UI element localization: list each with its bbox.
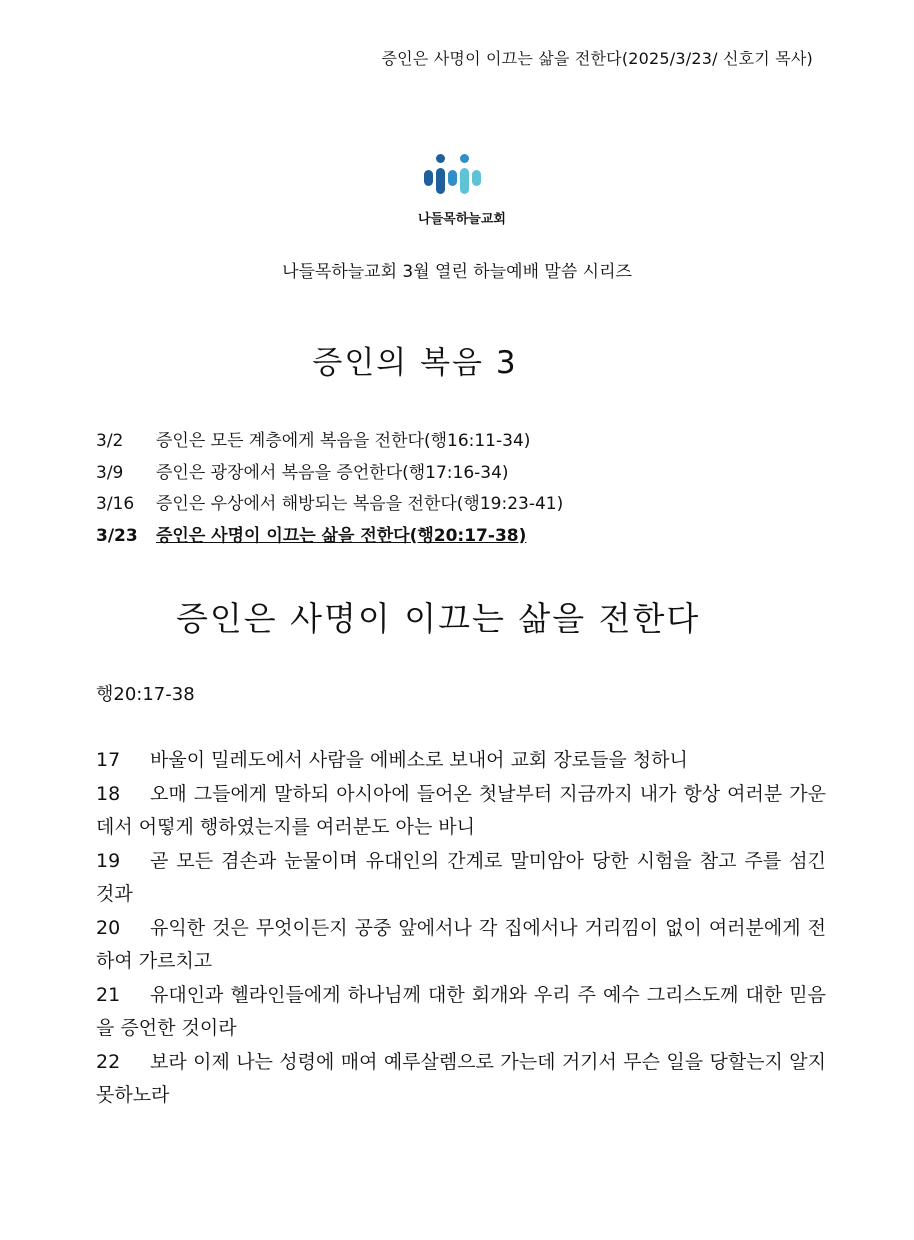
schedule-date: 3/16 (96, 494, 135, 514)
sermon-title: 증인은 사명이 이끄는 삶을 전한다 (176, 599, 701, 638)
verse (96, 744, 826, 778)
schedule-title: 증인은 광장에서 복음을 증언한다(행17:16-34) (156, 462, 509, 483)
verse-text: 유익한 것은 무엇이든지 공중 앞에서나 각 집에서나 거리낌이 없이 여러분에게 전하여 가르치고 (96, 916, 826, 972)
verse (96, 778, 826, 845)
verse-number: 18 (96, 782, 121, 805)
verse (96, 979, 826, 1046)
series-title: 증인의 복음 3 (312, 345, 518, 381)
verse-number: 20 (96, 916, 121, 939)
schedule-row-current (96, 521, 563, 553)
church-logo-text: 나들목하늘교회 (418, 212, 506, 227)
verse-number: 22 (96, 1050, 121, 1073)
verse-text: 곧 모든 겸손과 눈물이며 유대인의 간계로 말미암아 당한 시험을 참고 주를 섬긴 것과 (96, 849, 826, 905)
church-logo-icon (416, 150, 496, 200)
schedule-row (96, 458, 563, 490)
church-logo (412, 150, 512, 230)
schedule-title: 증인은 우상에서 해방되는 복음을 전한다(행19:23-41) (156, 494, 564, 514)
series-line: 나들목하늘교회 3월 열린 하늘예배 말씀 시리즈 (282, 262, 632, 282)
schedule-row (96, 489, 563, 521)
verse-number: 17 (96, 749, 121, 771)
verse-text: 오매 그들에게 말하되 아시아에 들어온 첫날부터 지금까지 내가 항상 여러분 가운데서 어떻게 행하였는지를 여러분도 아는 바니 (96, 782, 826, 838)
verse (96, 912, 826, 979)
schedule-date: 3/23 (96, 525, 138, 546)
scripture-reference: 행20:17-38 (96, 684, 195, 705)
schedule-date: 3/9 (96, 462, 124, 483)
verse (96, 1046, 826, 1113)
schedule-title: 증인은 모든 계층에게 복음을 전한다(행16:11-34) (156, 431, 531, 451)
schedule-row (96, 426, 563, 458)
scripture-verses (96, 744, 826, 1113)
verse-text: 바울이 밀레도에서 사람을 에베소로 보내어 교회 장로들을 청하니 (150, 749, 688, 771)
schedule-title: 증인은 사명이 이끄는 삶을 전한다(행20:17-38) (156, 525, 527, 546)
verse-text: 유대인과 헬라인들에게 하나님께 대한 회개와 우리 주 예수 그리스도께 대한 믿음을 증언한 것이라 (96, 983, 826, 1039)
schedule-date: 3/2 (96, 431, 124, 451)
sermon-schedule (96, 426, 563, 552)
verse-number: 19 (96, 849, 121, 872)
verse-number: 21 (96, 983, 121, 1006)
verse-text: 보라 이제 나는 성령에 매여 예루살렘으로 가는데 거기서 무슨 일을 당할는지 알지 못하노라 (96, 1050, 826, 1106)
verse (96, 845, 826, 912)
header-note: 증인은 사명이 이끄는 삶을 전한다(2025/3/23/ 신호기 목사) (381, 49, 813, 68)
